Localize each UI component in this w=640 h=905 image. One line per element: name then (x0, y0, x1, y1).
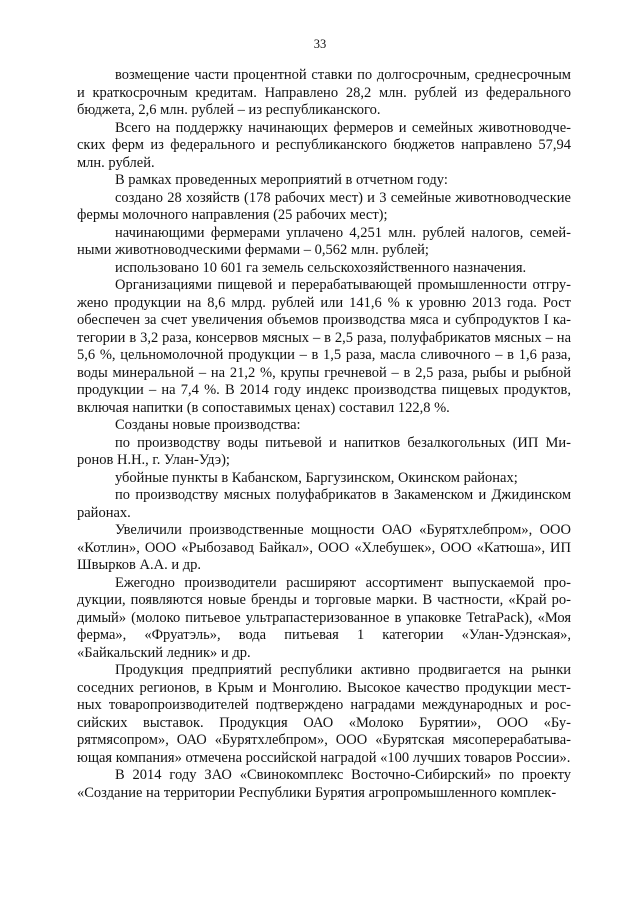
paragraph: В рамках проведенных мероприятий в отчетном году: (115, 172, 448, 188)
paragraph: Всего на поддержку начинающих фермеров и семейных животноводческих ферм из федерального и республиканского бюджетов направлено 57,94 млн. рублей. (77, 119, 571, 171)
body-text (77, 67, 571, 802)
paragraph: Увеличили производственные мощности ОАО «Бурятхлебпром», ООО «Котлин», ООО «Рыбозавод Байкал», ООО «Хлебушек», ООО «Катюша», ИП Швырков А.А. и др. (77, 522, 571, 573)
paragraph: Организациями пищевой и перерабатывающей промышленности отгружено продукции на 8,6 млрд. рублей или 141,6 % к уровню 2013 года. Рост обеспечен за счет увеличения объемов производства мяса и субпродуктов I категории в 3,2 раза, консервов мясных – в 2,5 раза, полуфабрикатов мясных – на 5,6 %, цельномолочной продукции – в 1,5 раза, масла сливочного – в 1,6 раза, воды минеральной – на 21,2 %, крупы гречневой – в 2,5 раза, рыбы и рыбной продукции – на 7,4 %. В 2014 году индекс производства пищевых продуктов, включая напитки (в сопоставимых ценах) составил 122,8 %. (77, 277, 571, 416)
paragraph: Продукция предприятий республики активно продвигается на рынки соседних регионов, в Крым и Монголию. Высокое качество продукции местных товаропроизводителей подтверждено наградами международных и российских выставок. Продукция ОАО «Молоко Бурятии», ООО «Бурятмясопром», ОАО «Бурятхлебпром», ООО «Бурятская мясоперерабатывающая компания» отмечена российской наградой «100 лучших товаров России». (77, 662, 571, 766)
paragraph: убойные пункты в Кабанском, Баргузинском, Окинском районах; (115, 469, 518, 486)
paragraph: создано 28 хозяйств (178 рабочих мест) и 3 семейные животноводческие фермы молочного направления (25 рабочих мест); (77, 189, 571, 223)
paragraph: Ежегодно производители расширяют ассортимент выпускаемой продукции, появляются новые бренды и торговые марки. В частности, «Край родимый» (молоко питьевое ультрапастеризованное в упаковке TetraPack), «Моя ферма», «Фруатэль», вода питьевая 1 категории «Улан-Удэнская», «Байкальский ледник» и др. (77, 574, 571, 661)
paragraph: Созданы новые производства: (115, 417, 301, 433)
paragraph: по производству мясных полуфабрикатов в Закаменском и Джидинском районах. (77, 487, 571, 521)
paragraph: использовано 10 601 га земель сельскохозяйственного назначения. (115, 259, 527, 276)
paragraph: В 2014 году ЗАО «Свинокомплекс Восточно-Сибирский» по проекту «Создание на территории Республики Бурятия агропромышленного комплек- (77, 767, 571, 801)
paragraph: по производству воды питьевой и напитков безалкогольных (ИП Миронов Н.Н., г. Улан-Удэ); (77, 434, 571, 468)
page-number: 33 (313, 37, 327, 51)
paragraph: возмещение части процентной ставки по долгосрочным, среднесрочным и краткосрочным кредитам. Направлено 28,2 млн. рублей из федерального бюджета, 2,6 млн. рублей – из республиканского. (77, 67, 571, 118)
paragraph: начинающими фермерами уплачено 4,251 млн. рублей налогов, семейными животноводческими фермами – 0,562 млн. рублей; (77, 224, 571, 258)
